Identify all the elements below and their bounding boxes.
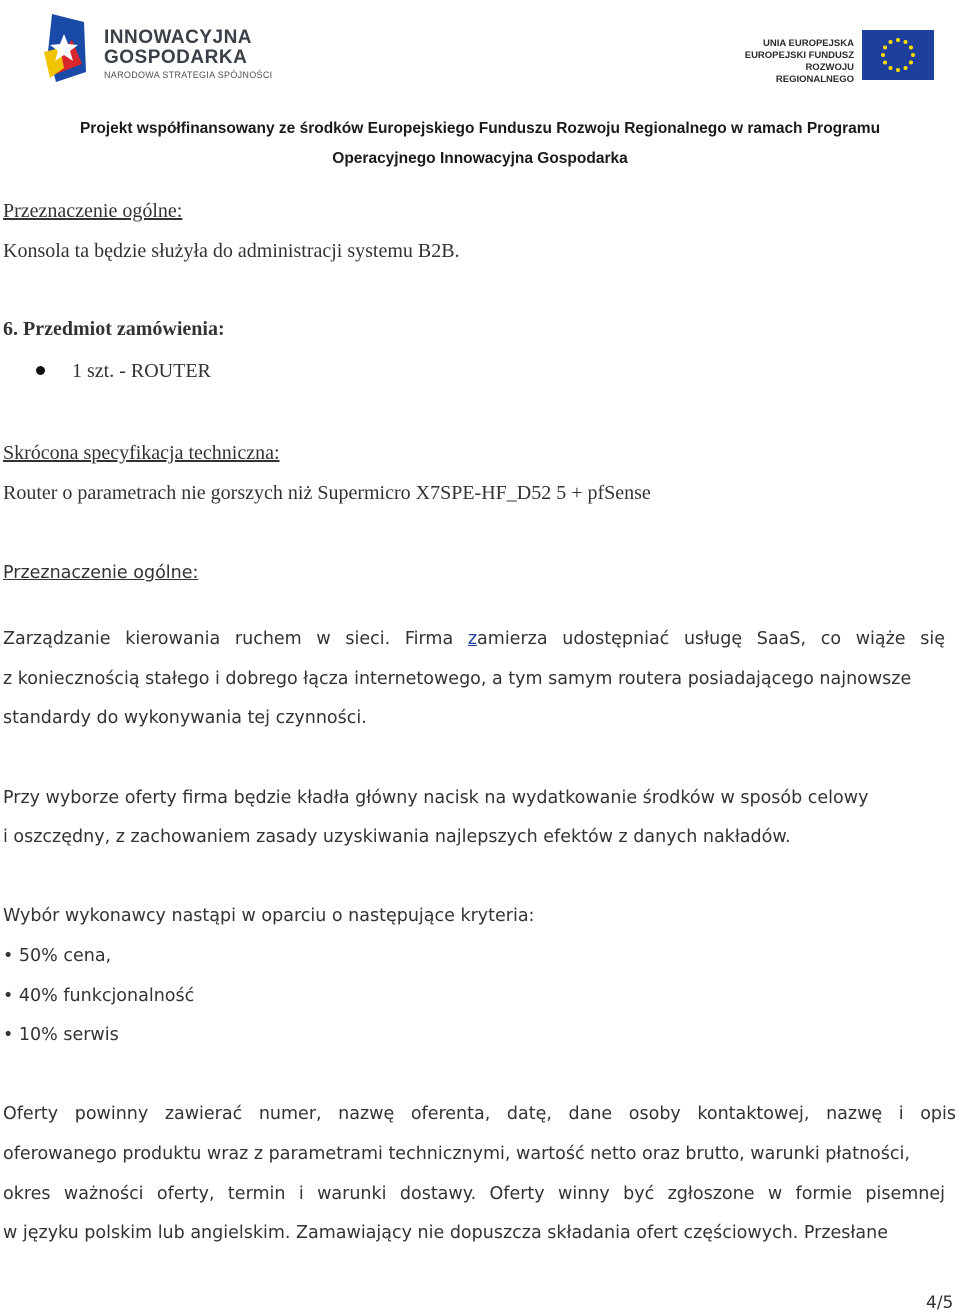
offer-text-line2: i oszczędny, z zachowaniem zasady uzyskiwania najlepszych efektów z danych nakładów. — [3, 827, 791, 847]
criteria-item: • 40% funkcjonalność — [3, 986, 195, 1006]
purpose-text-2-line1-post: amierza udostępniać usługę SaaS, co wiąże się — [477, 629, 945, 649]
purpose-text-1: Konsola ta będzie służyła do administracji systemu B2B. — [3, 240, 460, 262]
purpose-heading-1: Przeznaczenie ogólne: — [3, 200, 183, 222]
innowacyjna-gospodarka-emblem-icon — [42, 12, 102, 84]
logo-text-unia: UNIA EUROPEJSKA — [763, 38, 854, 49]
final-text-line4: w języku polskim lub angielskim. Zamawiający nie dopuszcza składania ofert częściowych. Przesłane — [3, 1223, 888, 1243]
purpose-heading-2: Przeznaczenie ogólne: — [3, 563, 199, 583]
spec-text: Router o parametrach nie gorszych niż Supermicro X7SPE-HF_D52 5 + pfSense — [3, 482, 651, 504]
offer-text-line1: Przy wyborze oferty firma będzie kładła główny nacisk na wydatkowanie środków w sposób celowy — [3, 788, 869, 808]
spec-heading: Skrócona specyfikacja techniczna: — [3, 442, 280, 464]
logo-text-gospodarka: GOSPODARKA — [104, 47, 248, 68]
header-caption-line2: Operacyjnego Innowacyjna Gospodarka — [332, 150, 628, 167]
inline-link[interactable]: z — [467, 629, 478, 649]
criteria-heading: Wybór wykonawcy nastąpi w oparciu o następujące kryteria: — [3, 906, 535, 926]
criteria-item: • 10% serwis — [3, 1025, 119, 1045]
final-text-line2: oferowanego produktu wraz z parametrami technicznymi, wartość netto oraz brutto, warunki płatności, — [3, 1144, 910, 1164]
final-text-line1: Oferty powinny zawierać numer, nazwę oferenta, datę, dane osoby kontaktowej, nazwę i opis — [3, 1104, 956, 1124]
final-text-line3: okres ważności oferty, termin i warunki dostawy. Oferty winny być zgłoszone w formie pisemnej — [3, 1184, 945, 1204]
bullet-dot-icon — [36, 366, 45, 375]
item-heading: 6. Przedmiot zamówienia: — [3, 318, 225, 340]
purpose-text-2-line1 — [3, 627, 945, 651]
innowacyjna-gospodarka-logo — [42, 12, 282, 84]
page-number: 4/5 — [926, 1293, 954, 1313]
logo-text-rozwoju: ROZWOJU REGIONALNEGO — [775, 62, 854, 85]
item-bullet-text: 1 szt. - ROUTER — [72, 360, 211, 382]
logo-text-fundusz: EUROPEJSKI FUNDUSZ — [744, 50, 854, 61]
criteria-item: • 50% cena, — [3, 946, 112, 966]
purpose-text-2-line2: z koniecznością stałego i dobrego łącza internetowego, a tym samym routera posiadającego najnowsze — [3, 669, 912, 689]
purpose-text-2-line1-pre: Zarządzanie kierowania ruchem w sieci. Firma — [3, 629, 468, 649]
eu-flag-icon — [862, 30, 934, 80]
logo-text-innowacyjna: INNOWACYJNA — [104, 27, 253, 48]
unia-europejska-logo — [728, 30, 938, 85]
logo-text-strategia: NARODOWA STRATEGIA SPÓJNOŚCI — [104, 70, 273, 80]
header-caption-line1: Projekt współfinansowany ze środków Europejskiego Funduszu Rozwoju Regionalnego w ramach Programu — [79, 120, 881, 137]
purpose-text-2-line3: standardy do wykonywania tej czynności. — [3, 708, 367, 728]
